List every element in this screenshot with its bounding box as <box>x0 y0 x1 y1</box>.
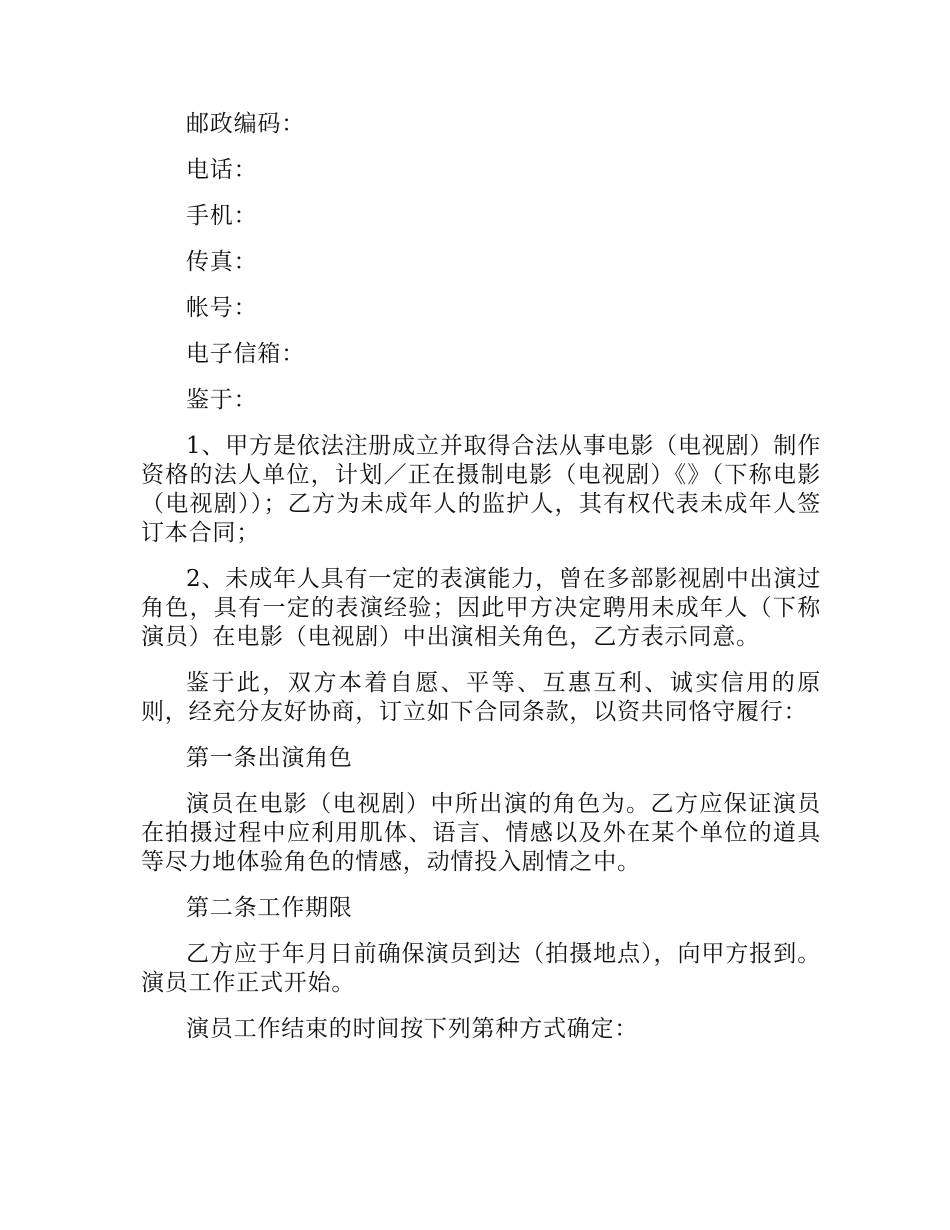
article-1-body: 演员在电影（电视剧）中所出演的角色为。乙方应保证演员在拍摄过程中应利用肌体、语言、情感以及外在某个单位的道具等尽力地体验角色的情感，动情投入剧情之中。 <box>141 791 821 875</box>
article-2-title: 第二条工作期限 <box>186 895 353 921</box>
whereas-paragraph-1: 1、甲方是依法注册成立并取得合法从事电影（电视剧）制作资格的法人单位，计划／正在摄制电影（电视剧）《》（下称电影（电视剧））；乙方为未成年人的监护人，其有权代表未成年人签订本合同； <box>141 433 821 546</box>
whereas-paragraph-2: 2、未成年人具有一定的表演能力，曾在多部影视剧中出演过角色，具有一定的表演经验；因此甲方决定聘用未成年人（下称演员）在电影（电视剧）中出演相关角色，乙方表示同意。 <box>141 566 821 650</box>
account-field: 帐号： <box>186 295 258 321</box>
phone-field: 电话： <box>186 157 258 183</box>
fax-field: 传真： <box>186 249 258 275</box>
article-2-body-2: 演员工作结束的时间按下列第种方式确定： <box>186 1016 639 1042</box>
mobile-field: 手机： <box>186 203 258 229</box>
document-page <box>141 110 821 1061</box>
agreement-intro-paragraph: 鉴于此，双方本着自愿、平等、互惠互利、诚实信用的原则，经充分友好协商，订立如下合同条款，以资共同恪守履行： <box>141 670 821 725</box>
article-2-body-1: 乙方应于年月日前确保演员到达（拍摄地点），向甲方报到。演员工作正式开始。 <box>141 941 821 996</box>
whereas-heading: 鉴于： <box>186 387 258 413</box>
postcode-field: 邮政编码： <box>186 111 305 137</box>
article-1-title: 第一条出演角色 <box>186 745 353 771</box>
email-field: 电子信箱： <box>186 341 305 367</box>
